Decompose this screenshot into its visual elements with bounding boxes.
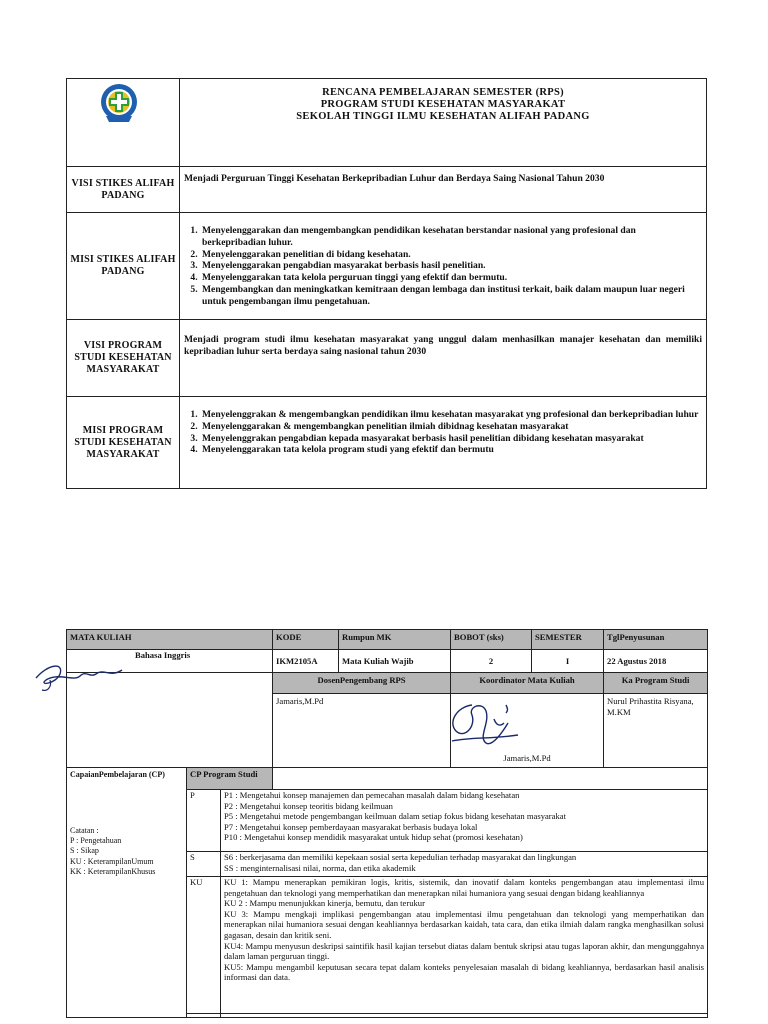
ku-item: KU5: Mampu mengambil keputusan secara tepat dalam konteks penyelesaian masalah di bidang keahliannya, berdasarkan hasil analisis informasi dan data. <box>224 961 705 983</box>
kode-value: IKM2105A <box>273 650 339 673</box>
cp-note: KU : KeterampilanUmum <box>70 856 154 866</box>
cp-label: CapaianPembelajaran (CP) <box>70 770 165 779</box>
cp-program-blank <box>273 768 708 790</box>
misi-prodi-item: 3. Menyelenggrakan pengabdian kepada masyarakat berbasis hasil penelitian dibidang kesehatan masyarakat <box>200 433 702 445</box>
cp-label-cell <box>67 768 187 1018</box>
cp-note: P : Pengetahuan <box>70 836 122 846</box>
visi-prodi-label: VISI PROGRAM STUDI KESEHATAN MASYARAKAT <box>67 320 180 397</box>
ku-item: KU 1: Mampu menerapkan pemikiran logis, kritis, sistemik, dan inovatif dalam konteks pengembangan atau implementasi ilmu pengetahuan dan teknologi yang memperhatikan dan menerapkan nilai humaniora yang sesuai dengan bidang keahliannya <box>224 877 705 898</box>
rps-title-cell <box>180 79 707 167</box>
visi-prodi-text: Menjadi program studi ilmu kesehatan masyarakat yang unggul dalam menhasilkan manajer kesehatan dan memiliki kepribadian luhur serta berdaya saing nasional tahun 2030 <box>180 320 707 397</box>
misi-stikes-item: 3. Menyelenggarakan pengabdian masyarakat berbasis hasil penelitian. <box>200 260 702 272</box>
misi-prodi-item: 2. Menyelenggarakan & mengembangkan penelitian ilmiah dibidnag kesehatan masyarakat <box>200 421 702 433</box>
misi-stikes-item: 5. Mengembangkan dan meningkatkan kemitraan dengan lembaga dan institusi terkait, baik dalam maupun luar negeri untuk pengembangan ilmu pengetahuan. <box>200 284 702 308</box>
dosen-role: DosenPengembang RPS <box>273 673 451 694</box>
cp-note: KK : KeterampilanKhusus <box>70 866 156 876</box>
kaprodi-name: Nurul Prihastita Risyana, M.KM <box>604 694 708 768</box>
ku-code: KU <box>187 877 221 1014</box>
ku-item: KU 2 : Mampu menunjukkan kinerja, bemutu, dan terukur <box>224 898 425 909</box>
p-item: P1 : Mengetahui konsep manajemen dan pemecahan masalah dalam bidang kesehatan <box>224 790 520 800</box>
institution-seal-icon <box>94 82 144 126</box>
misi-stikes-item: 4. Menyelenggarakan tata kelola perguruan tinggi yang efektif dan bermutu. <box>200 272 702 284</box>
semester-value: I <box>532 650 604 673</box>
visi-stikes-text: Menjadi Perguruan Tinggi Kesehatan Berkepribadian Luhur dan Berdaya Saing Nasional Tahun 2030 <box>180 167 707 213</box>
p-items <box>221 790 708 852</box>
misi-stikes-list <box>184 225 702 308</box>
blank-cell <box>221 1014 708 1018</box>
misi-prodi-item: 4. Menyelenggarakan tata kelola program studi yang efektif dan bermutu <box>200 444 702 456</box>
misi-prodi-item: 1. Menyelenggrakan & mengembangkan pendidikan ilmu kesehatan masyarakat yng profesional dan berkepribadian luhur <box>200 409 702 421</box>
tgl-value: 22 Agustus 2018 <box>604 650 708 673</box>
rps-header-table <box>66 78 707 489</box>
p-item: P5 : Mengetahui metode pengembangan keilmuan dalam setiap fokus bidang kesehatan masyarakat <box>224 811 566 822</box>
misi-stikes-item: 2. Menyelenggarakan penelitian di bidang kesehatan. <box>200 249 702 261</box>
blank-cell <box>187 1014 221 1018</box>
ku-item: KU4: Mampu menyusun deskripsi saintifik hasil kajian tersebut diatas dalam bentuk skripsi atau tugas laporan akhir, dan mengunggahnya dalam laman perguruan tinggi. <box>224 940 705 962</box>
p-item: P7 : Mengetahui konsep pemberdayaan masyarakat berbasis budaya lokal <box>224 821 478 832</box>
s-code: S <box>187 852 221 877</box>
cp-note: S : Sikap <box>70 846 99 856</box>
p-item: P10 : Mengetahui konsep mendidik masyarakat untuk hidup sehat (promosi kesehatan) <box>224 832 523 843</box>
program-title: PROGRAM STUDI KESEHATAN MASYARAKAT <box>320 99 566 110</box>
tgl-header: TglPenyusunan <box>604 630 708 650</box>
cp-program-label: CP Program Studi <box>187 768 273 790</box>
bobot-value: 2 <box>451 650 532 673</box>
course-info-table <box>66 629 708 1018</box>
rps-title: RENCANA PEMBELAJARAN SEMESTER (RPS) <box>322 87 564 98</box>
s-item: SS : menginternalisasi nilai, norma, dan etika akademik <box>224 862 416 873</box>
cp-notes-title: Catatan : <box>70 826 99 835</box>
s-item: S6 : berkerjasama dan memiliki kepekaan sosial serta kepedulian terhadap masyarakat dan lingkungan <box>224 852 577 862</box>
koordinator-name: Jamaris,M.Pd <box>503 753 551 764</box>
s-items <box>221 852 708 877</box>
signature-dosen-icon <box>30 656 130 696</box>
misi-prodi-cell <box>180 397 707 489</box>
misi-prodi-label: MISI PROGRAM STUDI KESEHATAN MASYARAKAT <box>67 397 180 489</box>
misi-stikes-label: MISI STIKES ALIFAH PADANG <box>67 213 180 320</box>
logo-cell <box>67 79 180 167</box>
misi-stikes-cell <box>180 213 707 320</box>
rumpun-value: Mata Kuliah Wajib <box>339 650 451 673</box>
p-item: P2 : Mengetahui konsep teoritis bidang keilmuan <box>224 800 393 811</box>
ku-items <box>221 877 708 1014</box>
ku-item: KU 3: Mampu mengkaji implikasi pengembangan atau implementasi ilmu pengetahuan dan teknologi yang memperhatikan dan menerapkan nilai humaniora sesuai dengan keahliannya berdasarkan kaidah, tata cara, dan etika ilmiah dalam rangka menghasilkan solusi gagasan, desain dan kritik seni. <box>224 908 705 940</box>
p-code: P <box>187 790 221 852</box>
kode-header: KODE <box>273 630 339 650</box>
misi-prodi-list <box>184 409 702 456</box>
institution-title: SEKOLAH TINGGI ILMU KESEHATAN ALIFAH PADANG <box>296 111 590 122</box>
bobot-header: BOBOT (sks) <box>451 630 532 650</box>
mata-kuliah-header: MATA KULIAH <box>67 630 273 650</box>
cp-notes <box>70 826 183 877</box>
dosen-name: Jamaris,M.Pd <box>273 694 451 768</box>
kaprodi-role: Ka Program Studi <box>604 673 708 694</box>
mata-kuliah-value: Bahasa Inggris <box>67 650 273 673</box>
visi-stikes-label: VISI STIKES ALIFAH PADANG <box>67 167 180 213</box>
semester-header: SEMESTER <box>532 630 604 650</box>
misi-stikes-item: 1. Menyelenggarakan dan mengembangkan pendidikan kesehatan berstandar nasional yang profesional dan berkepribadian luhur. <box>200 225 702 249</box>
rumpun-header: Rumpun MK <box>339 630 451 650</box>
koordinator-role: Koordinator Mata Kuliah <box>451 673 604 694</box>
signature-koordinator-icon <box>442 697 522 755</box>
